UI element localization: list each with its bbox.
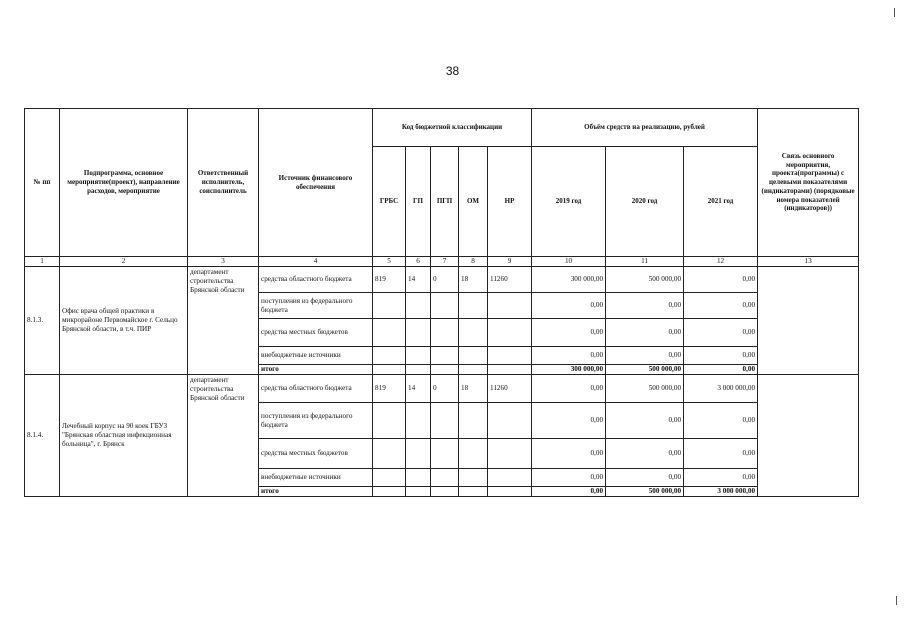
om-cell xyxy=(459,439,488,469)
pgp-cell: 0 xyxy=(431,267,459,293)
header-volume: Объём средств на реализацию, рублей xyxy=(532,109,758,147)
column-number: 8 xyxy=(459,257,488,267)
amount-2020: 500 000,00 xyxy=(606,375,684,403)
total-label: итого xyxy=(259,487,373,497)
source-cell: средства областного бюджета xyxy=(259,267,373,293)
nr-cell xyxy=(488,469,532,487)
amount-2021: 0,00 xyxy=(684,439,758,469)
amount-2019: 0,00 xyxy=(532,293,606,319)
grbs-cell xyxy=(373,365,406,375)
nr-cell xyxy=(488,319,532,347)
gp-cell: 14 xyxy=(406,375,431,403)
header-gp: ГП xyxy=(406,147,431,257)
project-executor: департамент строительства Брянской области xyxy=(188,375,259,497)
amount-2020: 0,00 xyxy=(606,403,684,439)
om-cell: 18 xyxy=(459,375,488,403)
nr-cell xyxy=(488,487,532,497)
total-2019: 0,00 xyxy=(532,487,606,497)
pgp-cell xyxy=(431,347,459,365)
column-number: 9 xyxy=(488,257,532,267)
om-cell: 18 xyxy=(459,267,488,293)
grbs-cell: 819 xyxy=(373,267,406,293)
header-2019: 2019 год xyxy=(532,147,606,257)
grbs-cell: 819 xyxy=(373,375,406,403)
nr-cell xyxy=(488,439,532,469)
grbs-cell xyxy=(373,293,406,319)
total-2020: 500 000,00 xyxy=(606,365,684,375)
nr-cell xyxy=(488,293,532,319)
header-budget-classification: Код бюджетной классификации xyxy=(373,109,532,147)
project-name: Лечебный корпус на 90 коек ГБУЗ "Брянская областная инфекционная больница", г. Брянск xyxy=(60,375,188,497)
amount-2019: 0,00 xyxy=(532,375,606,403)
pgp-cell: 0 xyxy=(431,375,459,403)
grbs-cell xyxy=(373,347,406,365)
amount-2021: 0,00 xyxy=(684,293,758,319)
om-cell xyxy=(459,347,488,365)
column-number: 12 xyxy=(684,257,758,267)
grbs-cell xyxy=(373,469,406,487)
table-row xyxy=(25,267,859,293)
gp-cell xyxy=(406,293,431,319)
header-grbs: ГРБС xyxy=(373,147,406,257)
amount-2019: 0,00 xyxy=(532,347,606,365)
om-cell xyxy=(459,293,488,319)
project-executor: департамент строительства Брянской области xyxy=(188,267,259,375)
header-program: Подпрограмма, основное мероприятие(проект), направление расходов, мероприятие xyxy=(60,109,188,257)
amount-2021: 0,00 xyxy=(684,469,758,487)
amount-2020: 0,00 xyxy=(606,469,684,487)
amount-2019: 300 000,00 xyxy=(532,267,606,293)
grbs-cell xyxy=(373,319,406,347)
om-cell xyxy=(459,319,488,347)
column-number: 7 xyxy=(431,257,459,267)
total-2021: 0,00 xyxy=(684,365,758,375)
amount-2020: 0,00 xyxy=(606,347,684,365)
amount-2021: 0,00 xyxy=(684,319,758,347)
amount-2020: 500 000,00 xyxy=(606,267,684,293)
header-pgp: ПГП xyxy=(431,147,459,257)
pgp-cell xyxy=(431,469,459,487)
header-num: № пп xyxy=(25,109,60,257)
amount-2021: 0,00 xyxy=(684,403,758,439)
pgp-cell xyxy=(431,487,459,497)
gp-cell xyxy=(406,403,431,439)
project-number: 8.1.3. xyxy=(25,267,60,375)
column-number: 1 xyxy=(25,257,60,267)
nr-cell xyxy=(488,365,532,375)
source-cell: средства местных бюджетов xyxy=(259,439,373,469)
source-cell: внебюджетные источники xyxy=(259,469,373,487)
scan-mark xyxy=(896,596,897,605)
total-2021: 3 000 000,00 xyxy=(684,487,758,497)
gp-cell xyxy=(406,487,431,497)
column-number: 13 xyxy=(758,257,859,267)
column-number: 11 xyxy=(606,257,684,267)
gp-cell: 14 xyxy=(406,267,431,293)
amount-2021: 0,00 xyxy=(684,347,758,365)
column-number: 6 xyxy=(406,257,431,267)
amount-2019: 0,00 xyxy=(532,403,606,439)
column-number: 4 xyxy=(259,257,373,267)
source-cell: внебюджетные источники xyxy=(259,347,373,365)
amount-2020: 0,00 xyxy=(606,293,684,319)
column-number: 5 xyxy=(373,257,406,267)
amount-2020: 0,00 xyxy=(606,439,684,469)
amount-2021: 0,00 xyxy=(684,267,758,293)
gp-cell xyxy=(406,319,431,347)
column-number: 10 xyxy=(532,257,606,267)
total-2019: 300 000,00 xyxy=(532,365,606,375)
budget-table xyxy=(24,108,859,497)
amount-2019: 0,00 xyxy=(532,469,606,487)
amount-2021: 3 000 000,00 xyxy=(684,375,758,403)
grbs-cell xyxy=(373,487,406,497)
nr-cell xyxy=(488,347,532,365)
pgp-cell xyxy=(431,403,459,439)
source-cell: поступления из федерального бюджета xyxy=(259,293,373,319)
source-cell: поступления из федерального бюджета xyxy=(259,403,373,439)
nr-cell xyxy=(488,403,532,439)
indicator-link-cell xyxy=(758,267,859,375)
project-name: Офис врача общей практики в микрорайоне Первомайское г. Сельцо Брянской области, в т.ч. ПИР xyxy=(60,267,188,375)
project-number: 8.1.4. xyxy=(25,375,60,497)
om-cell xyxy=(459,469,488,487)
column-number-row xyxy=(25,257,859,267)
grbs-cell xyxy=(373,403,406,439)
total-2020: 500 000,00 xyxy=(606,487,684,497)
pgp-cell xyxy=(431,439,459,469)
om-cell xyxy=(459,487,488,497)
gp-cell xyxy=(406,469,431,487)
pgp-cell xyxy=(431,293,459,319)
nr-cell: 11260 xyxy=(488,375,532,403)
pgp-cell xyxy=(431,319,459,347)
indicator-link-cell xyxy=(758,375,859,497)
header-link: Связь основного мероприятия, проекта(программы) с целевыми показателями (индикаторами) (порядковые номера показателей (индикаторов)) xyxy=(758,109,859,257)
header-2020: 2020 год xyxy=(606,147,684,257)
amount-2019: 0,00 xyxy=(532,439,606,469)
om-cell xyxy=(459,365,488,375)
grbs-cell xyxy=(373,439,406,469)
pgp-cell xyxy=(431,365,459,375)
source-cell: средства областного бюджета xyxy=(259,375,373,403)
amount-2020: 0,00 xyxy=(606,319,684,347)
header-nr: НР xyxy=(488,147,532,257)
header-2021: 2021 год xyxy=(684,147,758,257)
header-executor: Ответственный исполнитель, соисполнитель xyxy=(188,109,259,257)
column-number: 2 xyxy=(60,257,188,267)
gp-cell xyxy=(406,439,431,469)
om-cell xyxy=(459,403,488,439)
header-source: Источник финансового обеспечения xyxy=(259,109,373,257)
gp-cell xyxy=(406,347,431,365)
total-label: итого xyxy=(259,365,373,375)
gp-cell xyxy=(406,365,431,375)
column-number: 3 xyxy=(188,257,259,267)
amount-2019: 0,00 xyxy=(532,319,606,347)
header-om: ОМ xyxy=(459,147,488,257)
table-row xyxy=(25,375,859,403)
scan-mark xyxy=(894,8,895,17)
page-number: 38 xyxy=(445,64,460,78)
nr-cell: 11260 xyxy=(488,267,532,293)
source-cell: средства местных бюджетов xyxy=(259,319,373,347)
